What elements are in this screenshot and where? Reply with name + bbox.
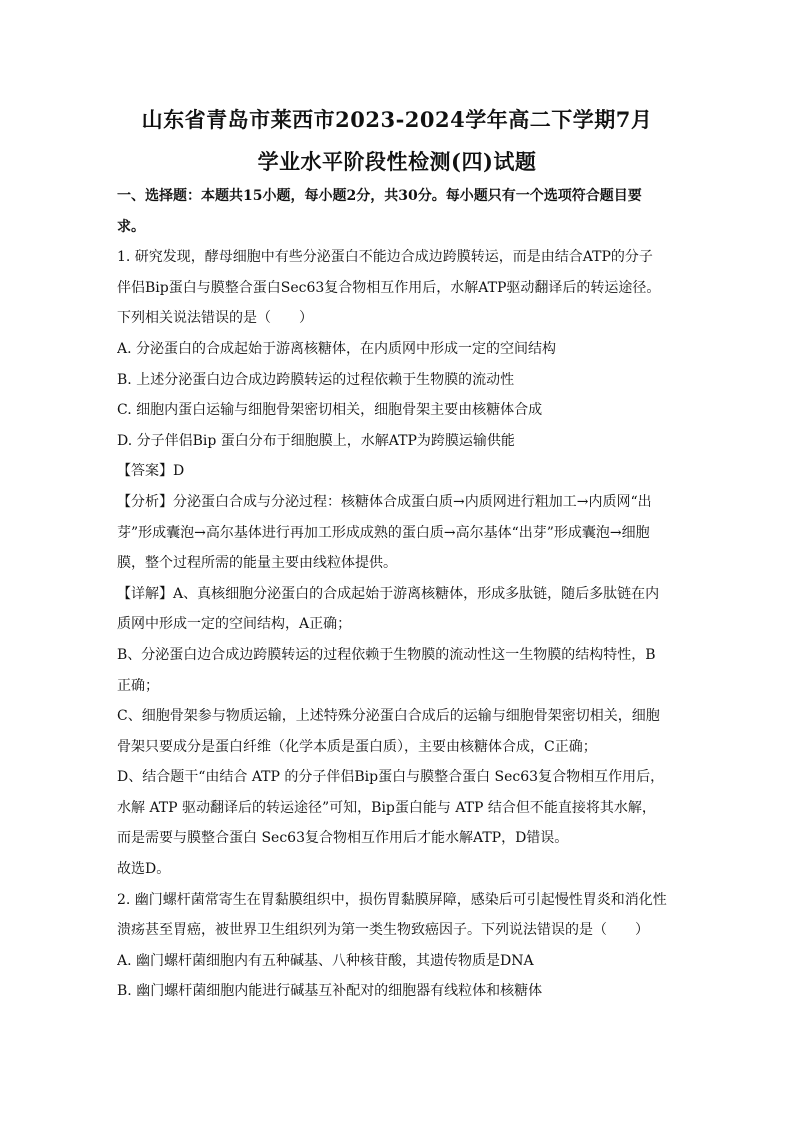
q2-stem-line: 2. 幽门螺杆菌常寄生在胃黏膜组织中，损伤胃黏膜屏障，感染后可引起慢性胃炎和消化性 [117,891,667,908]
q1-stem-line: 下列相关说法错误的是（ ） [117,310,313,327]
q1-option-c: C. 细胞内蛋白运输与细胞骨架密切相关，细胞骨架主要由核糖体合成 [117,402,543,419]
q1-stem-line: 1. 研究发现，酵母细胞中有些分泌蛋白不能边合成边跨膜转运，而是由结合ATP的分子 [117,249,653,266]
q2-option-b: B. 幽门螺杆菌细胞内能进行碱基互补配对的细胞器有线粒体和核糖体 [117,983,543,1000]
q1-detail-line: 质网中形成一定的空间结构，A正确； [117,616,352,633]
q1-detail-line: 故选D。 [117,861,171,878]
q1-option-d: D. 分子伴侣Bip 蛋白分布于细胞膜上，水解ATP为跨膜运输供能 [117,432,515,449]
section-heading-line: 求。 [117,218,145,235]
q1-answer: 【答案】D [117,463,185,480]
q1-analysis-line: 【分析】分泌蛋白合成与分泌过程：核糖体合成蛋白质→内质网进行粗加工→内质网“出 [117,493,652,510]
q1-detail-line: 正确； [117,677,159,694]
q1-detail-line: 而是需要与膜整合蛋白 Sec63复合物相互作用后才能水解ATP，D错误。 [117,830,569,847]
q1-detail-line: D、结合题干“由结合 ATP 的分子伴侣Bip蛋白与膜整合蛋白 Sec63复合物相互作用后， [117,769,665,786]
q1-detail-line: 骨架只要成分是蛋白纤维（化学本质是蛋白质），主要由核糖体合成，C正确； [117,738,597,755]
q1-detail-line: C、细胞骨架参与物质运输，上述特殊分泌蛋白合成后的运输与细胞骨架密切相关，细胞 [117,708,660,725]
q1-option-a: A. 分泌蛋白的合成起始于游离核糖体，在内质网中形成一定的空间结构 [117,340,557,357]
document-body [117,181,677,1007]
q1-stem-line: 伴侣Bip蛋白与膜整合蛋白Sec63复合物相互作用后，水解ATP驱动翻译后的转运途径。 [117,279,661,296]
q2-stem-line: 溃疡甚至胃癌，被世界卫生组织列为第一类生物致癌因子。下列说法错误的是（ ） [117,922,649,939]
document-title-line2: 学业水平阶段性检测(四)试题 [257,149,537,174]
q1-analysis-line: 芽”形成囊泡→高尔基体进行再加工形成成熟的蛋白质→高尔基体“出芽”形成囊泡→细胞 [117,524,650,541]
q1-detail-line: 【详解】A、真核细胞分泌蛋白的合成起始于游离核糖体，形成多肽链，随后多肽链在内 [117,585,660,602]
document-title-line1: 山东省青岛市莱西市2023-2024学年高二下学期7月 [141,107,653,132]
q1-analysis-line: 膜，整个过程所需的能量主要由线粒体提供。 [117,555,397,572]
q1-detail-line: B、分泌蛋白边合成边跨膜转运的过程依赖于生物膜的流动性这一生物膜的结构特性，B [117,646,656,663]
q1-option-b: B. 上述分泌蛋白边合成边跨膜转运的过程依赖于生物膜的流动性 [117,371,515,388]
q1-detail-line: 水解 ATP 驱动翻译后的转运途径”可知，Bip蛋白能与 ATP 结合但不能直接将其水解， [117,799,656,816]
q2-option-a: A. 幽门螺杆菌细胞内有五种碱基、八种核苷酸，其遗传物质是DNA [117,952,534,969]
section-heading-line: 一、选择题：本题共15小题，每小题2分，共30分。每小题只有一个选项符合题目要 [117,188,642,204]
